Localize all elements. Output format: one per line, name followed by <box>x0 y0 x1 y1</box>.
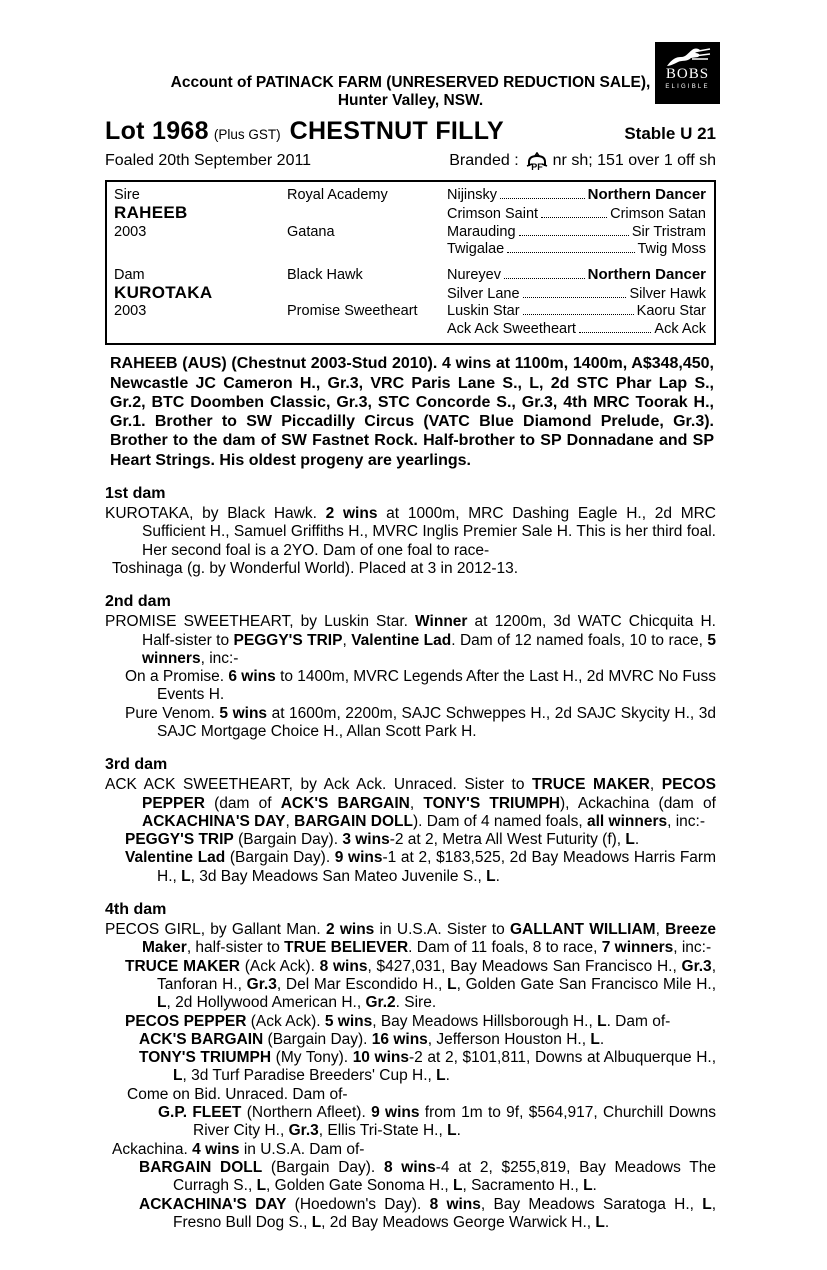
pedigree-entry: Toshinaga (g. by Wonderful World). Placed at 3 in 2012-13. <box>112 559 519 577</box>
pedigree-entry: PEGGY'S TRIP (Bargain Day). 3 wins-2 at 2, Metra All West Futurity (f), L. <box>125 831 640 849</box>
leader-dots <box>541 215 607 218</box>
pedigree-row <box>114 204 706 223</box>
gen3-parent: Northern Dancer <box>587 186 706 203</box>
pedigree-entry: TONY'S TRIUMPH (My Tony). 10 wins-2 at 2, $101,811, Downs at Albuquerque H., L, 3d Turf Paradise Breeders' Cup H., L. <box>139 1049 717 1085</box>
gen3-name: Marauding <box>447 223 516 240</box>
leader-dots <box>579 330 651 333</box>
gen3-name: Crimson Saint <box>447 206 539 223</box>
gen3-name: Luskin Star <box>447 303 520 320</box>
leader-dots <box>500 196 585 199</box>
dam-name: KUROTAKA <box>114 283 213 303</box>
leader-dots <box>523 312 634 315</box>
pedigree-row <box>114 321 706 338</box>
leader-dots <box>507 250 634 253</box>
section-heading-2nd-dam: 2nd dam <box>105 593 171 611</box>
sire-label: Sire <box>114 187 140 203</box>
granddam-name: Gatana <box>287 223 335 240</box>
pedigree-row <box>114 303 706 320</box>
pedigree-entry: PROMISE SWEETHEART, by Luskin Star. Winner at 1200m, 3d WATC Chicquita H. Half-sister to PEGGY'S TRIP, Valentine Lad. Dam of 12 named foals, 10 to race, 5 winners, inc:- <box>105 613 716 667</box>
bobs-eligible-logo <box>655 42 720 104</box>
branded-location: nr sh; 151 over 1 off sh <box>552 152 716 169</box>
pedigree-entry: ACK ACK SWEETHEART, by Ack Ack. Unraced. Sister to TRUCE MAKER, PECOS PEPPER (dam of ACK'S BARGAIN, TONY'S TRIUMPH), Ackachina (dam of ACKACHINA'S DAY, BARGAIN DOLL). Dam of 4 named foals, all winners, inc:- <box>105 776 716 830</box>
foal-line <box>105 152 716 170</box>
branded-info <box>449 152 716 170</box>
pedigree-row <box>114 224 706 241</box>
sire-year: 2003 <box>114 223 147 240</box>
leader-dots <box>523 295 627 298</box>
gen3-parent: Kaoru Star <box>636 303 706 320</box>
section-heading-3rd-dam: 3rd dam <box>105 756 168 774</box>
pedigree-row <box>114 266 706 284</box>
pedigree-entry: Come on Bid. Unraced. Dam of- <box>127 1085 348 1103</box>
second-dam-name: Promise Sweetheart <box>287 303 418 320</box>
account-block <box>105 74 716 110</box>
damsire-name: Black Hawk <box>287 266 363 283</box>
pedigree-entry: ACKACHINA'S DAY (Hoedown's Day). 8 wins, Bay Meadows Saratoga H., L, Fresno Bull Dog S., L, 2d Bay Meadows George Warwick H., L. <box>139 1195 716 1231</box>
gen3-name: Silver Lane <box>447 286 520 303</box>
pedigree-entry: Pure Venom. 5 wins at 1600m, 2200m, SAJC Schweppes H., 2d SAJC Skycity H., 3d SAJC Mortgage Choice H., Allan Scott Park H. <box>125 704 716 740</box>
pedigree-entry: G.P. FLEET (Northern Afleet). 9 wins from 1m to 9f, $564,917, Churchill Downs River City H., Gr.3, Ellis Tri-State H., L. <box>158 1104 716 1140</box>
pedigree-entry: BARGAIN DOLL (Bargain Day). 8 wins-4 at 2, $255,819, Bay Meadows The Curragh S., L, Golden Gate Sonoma H., L, Sacramento H., L. <box>139 1158 716 1195</box>
section-heading-1st-dam: 1st dam <box>105 485 166 503</box>
section-heading-4th-dam: 4th dam <box>105 901 167 919</box>
grandsire-name: Royal Academy <box>287 187 388 203</box>
pedigree-row <box>114 284 706 303</box>
pedigree-row <box>114 186 706 204</box>
pedigree-entry: PECOS PEPPER (Ack Ack). 5 wins, Bay Meadows Hillsborough H., L. Dam of- <box>125 1012 671 1030</box>
pedigree-row <box>114 241 706 258</box>
gen3-parent: Sir Tristram <box>631 223 706 240</box>
stable-number: Stable U 21 <box>624 124 716 143</box>
gen3-parent: Twig Moss <box>637 241 706 258</box>
svg-text:PF: PF <box>530 162 543 172</box>
gen3-name: Nureyev <box>447 266 501 283</box>
account-line-2: Hunter Valley, NSW. <box>337 92 484 109</box>
pedigree-entry: TRUCE MAKER (Ack Ack). 8 wins, $427,031, Bay Meadows San Francisco H., Gr.3, Tanforan H., Gr.3, Del Mar Escondido H., L, Golden Gate San Francisco Mile H., L, 2d Hollywood American H., Gr.2. Sire. <box>125 957 717 1012</box>
lot-line <box>105 117 716 146</box>
gen3-parent: Silver Hawk <box>629 286 706 303</box>
dam-label: Dam <box>114 266 145 283</box>
pedigree-table <box>105 180 716 345</box>
leader-dots <box>504 276 585 279</box>
lot-number: Lot 1968 <box>105 117 209 145</box>
sire-name: RAHEEB <box>114 203 188 223</box>
gen3-parent: Crimson Satan <box>610 206 706 223</box>
pedigree-entry: Ackachina. 4 wins in U.S.A. Dam of- <box>112 1140 365 1158</box>
dam-year: 2003 <box>114 303 147 320</box>
bobs-logo-title: BOBS <box>665 66 710 82</box>
gen3-name: Ack Ack Sweetheart <box>447 320 576 337</box>
bobs-logo-subtitle: ELIGIBLE <box>665 84 710 90</box>
sire-summary: RAHEEB (AUS) (Chestnut 2003-Stud 2010). 4 wins at 1100m, 1400m, A$348,450, Newcastle JC Cameron H., Gr.3, VRC Paris Lane S., L, 2d STC Phar Lap S., Gr.2, BTC Doomben Classic, Gr.3, STC Concorde S., Gr.3, 4th MRC Toorak H., Gr.1. Brother to SW Piccadilly Circus (VATC Blue Diamond Prelude, Gr.3). Brother to the dam of SW Fastnet Rock. Half-brother to SP Donnadane and SP Heart Strings. His oldest progeny are yearlings. <box>110 355 714 469</box>
pedigree-entry: ACK'S BARGAIN (Bargain Day). 16 wins, Jefferson Houston H., L. <box>139 1030 605 1048</box>
leader-dots <box>519 233 629 236</box>
pedigree-entry: Valentine Lad (Bargain Day). 9 wins-1 at 2, $183,525, 2d Bay Meadows Harris Farm H., L, 3d Bay Meadows San Mateo Juvenile S., L. <box>125 849 716 885</box>
branded-label: Branded : <box>449 152 519 169</box>
brand-mark-icon <box>526 152 548 173</box>
gst-note: (Plus GST) <box>213 127 281 142</box>
pedigree-entry: On a Promise. 6 wins to 1400m, MVRC Legends After the Last H., 2d MVRC No Fuss Events H. <box>125 668 716 704</box>
horse-title: CHESTNUT FILLY <box>289 117 504 145</box>
pedigree-entry: KUROTAKA, by Black Hawk. 2 wins at 1000m, MRC Dashing Eagle H., 2d MRC Sufficient H., Samuel Griffiths H., MVRC Inglis Premier Sale H. This is her third foal. Her second foal is a 2YO. Dam of one foal to race- <box>105 505 717 559</box>
foaled-date: Foaled 20th September 2011 <box>105 152 312 169</box>
horse-head-icon <box>665 47 711 67</box>
gen3-name: Nijinsky <box>447 187 497 203</box>
gen3-name: Twigalae <box>447 241 505 258</box>
pedigree-entry: PECOS GIRL, by Gallant Man. 2 wins in U.S.A. Sister to GALLANT WILLIAM, Breeze Maker, half-sister to TRUE BELIEVER. Dam of 11 foals, 8 to race, 7 winners, inc:- <box>105 921 716 957</box>
gen3-parent: Ack Ack <box>654 320 706 337</box>
gen3-parent: Northern Dancer <box>587 265 706 283</box>
account-line-1: Account of PATINACK FARM (UNRESERVED REDUCTION SALE), <box>170 74 651 91</box>
